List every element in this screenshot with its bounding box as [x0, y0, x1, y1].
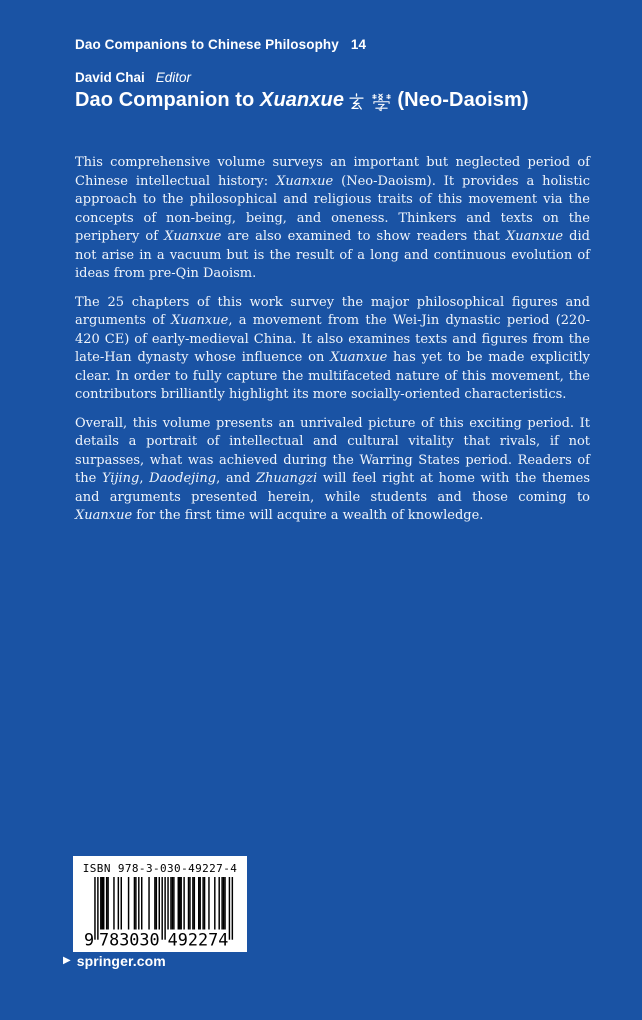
title-romanized: Xuanxue — [260, 89, 345, 111]
ean13-barcode — [84, 877, 236, 947]
ean-right-digits: 492274 — [167, 929, 229, 947]
book-title — [75, 88, 590, 114]
isbn-number: ISBN 978-3-030-49227-4 — [82, 862, 238, 875]
title-prefix: Dao Companion to — [75, 89, 261, 111]
cjk-xue-character — [372, 93, 391, 112]
synopsis-paragraph: This comprehensive volume surveys an important but neglected period of Chinese intellectual history: Xuanxue (Neo-Daoism). It provides a holistic approach to the philosophical and religious traits of this movement via the concepts of non-being, being, and oneness. Thinkers and texts on the periphery of Xuanxue are also examined to show readers that Xuanxue did not arise in a vacuum but is the result of a long and continuous evolution of ideas from pre-Qin Daoism. — [75, 155, 590, 281]
title-suffix: (Neo-Daoism) — [391, 89, 529, 111]
synopsis — [75, 154, 590, 526]
editor-role-label: Editor — [155, 70, 192, 85]
ean-first-digit: 9 — [84, 929, 95, 947]
play-arrow-icon: ▶ — [63, 955, 71, 966]
editor-name: David Chai — [75, 70, 145, 85]
synopsis-paragraph: Overall, this volume presents an unrivaled picture of this exciting period. It details a portrait of intellectual and cultural vitality that rivals, if not surpasses, what was achieved during the Warring States period. Readers of the Yijing, Daodejing, and Zhuangzi will feel right at home with the themes and arguments presented herein, while students and those coming to Xuanxue for the first time will acquire a wealth of knowledge. — [75, 415, 591, 523]
synopsis-paragraph: The 25 chapters of this work survey the major philosophical figures and arguments of Xuanxue, a movement from the Wei-Jin dynastic period (220-420 CE) of early-medieval China. It also examines texts and figures from the late-Han dynasty whose influence on Xuanxue has yet to be made explicitly clear. In order to fully capture the multifaceted nature of this movement, the contributors brilliantly highlight its more socially-oriented characteristics. — [75, 294, 591, 402]
isbn-barcode-panel — [73, 856, 247, 952]
editor-line — [75, 70, 590, 85]
springer-footer — [63, 953, 166, 969]
series-number: 14 — [350, 37, 367, 52]
ean-left-digits: 783030 — [98, 929, 160, 947]
cjk-xuan-character — [347, 93, 366, 112]
series-name: Dao Companions to Chinese Philosophy — [75, 37, 339, 52]
series-title-line — [75, 37, 590, 52]
publisher-website: springer.com — [76, 953, 166, 969]
title-cjk-characters — [347, 90, 391, 114]
